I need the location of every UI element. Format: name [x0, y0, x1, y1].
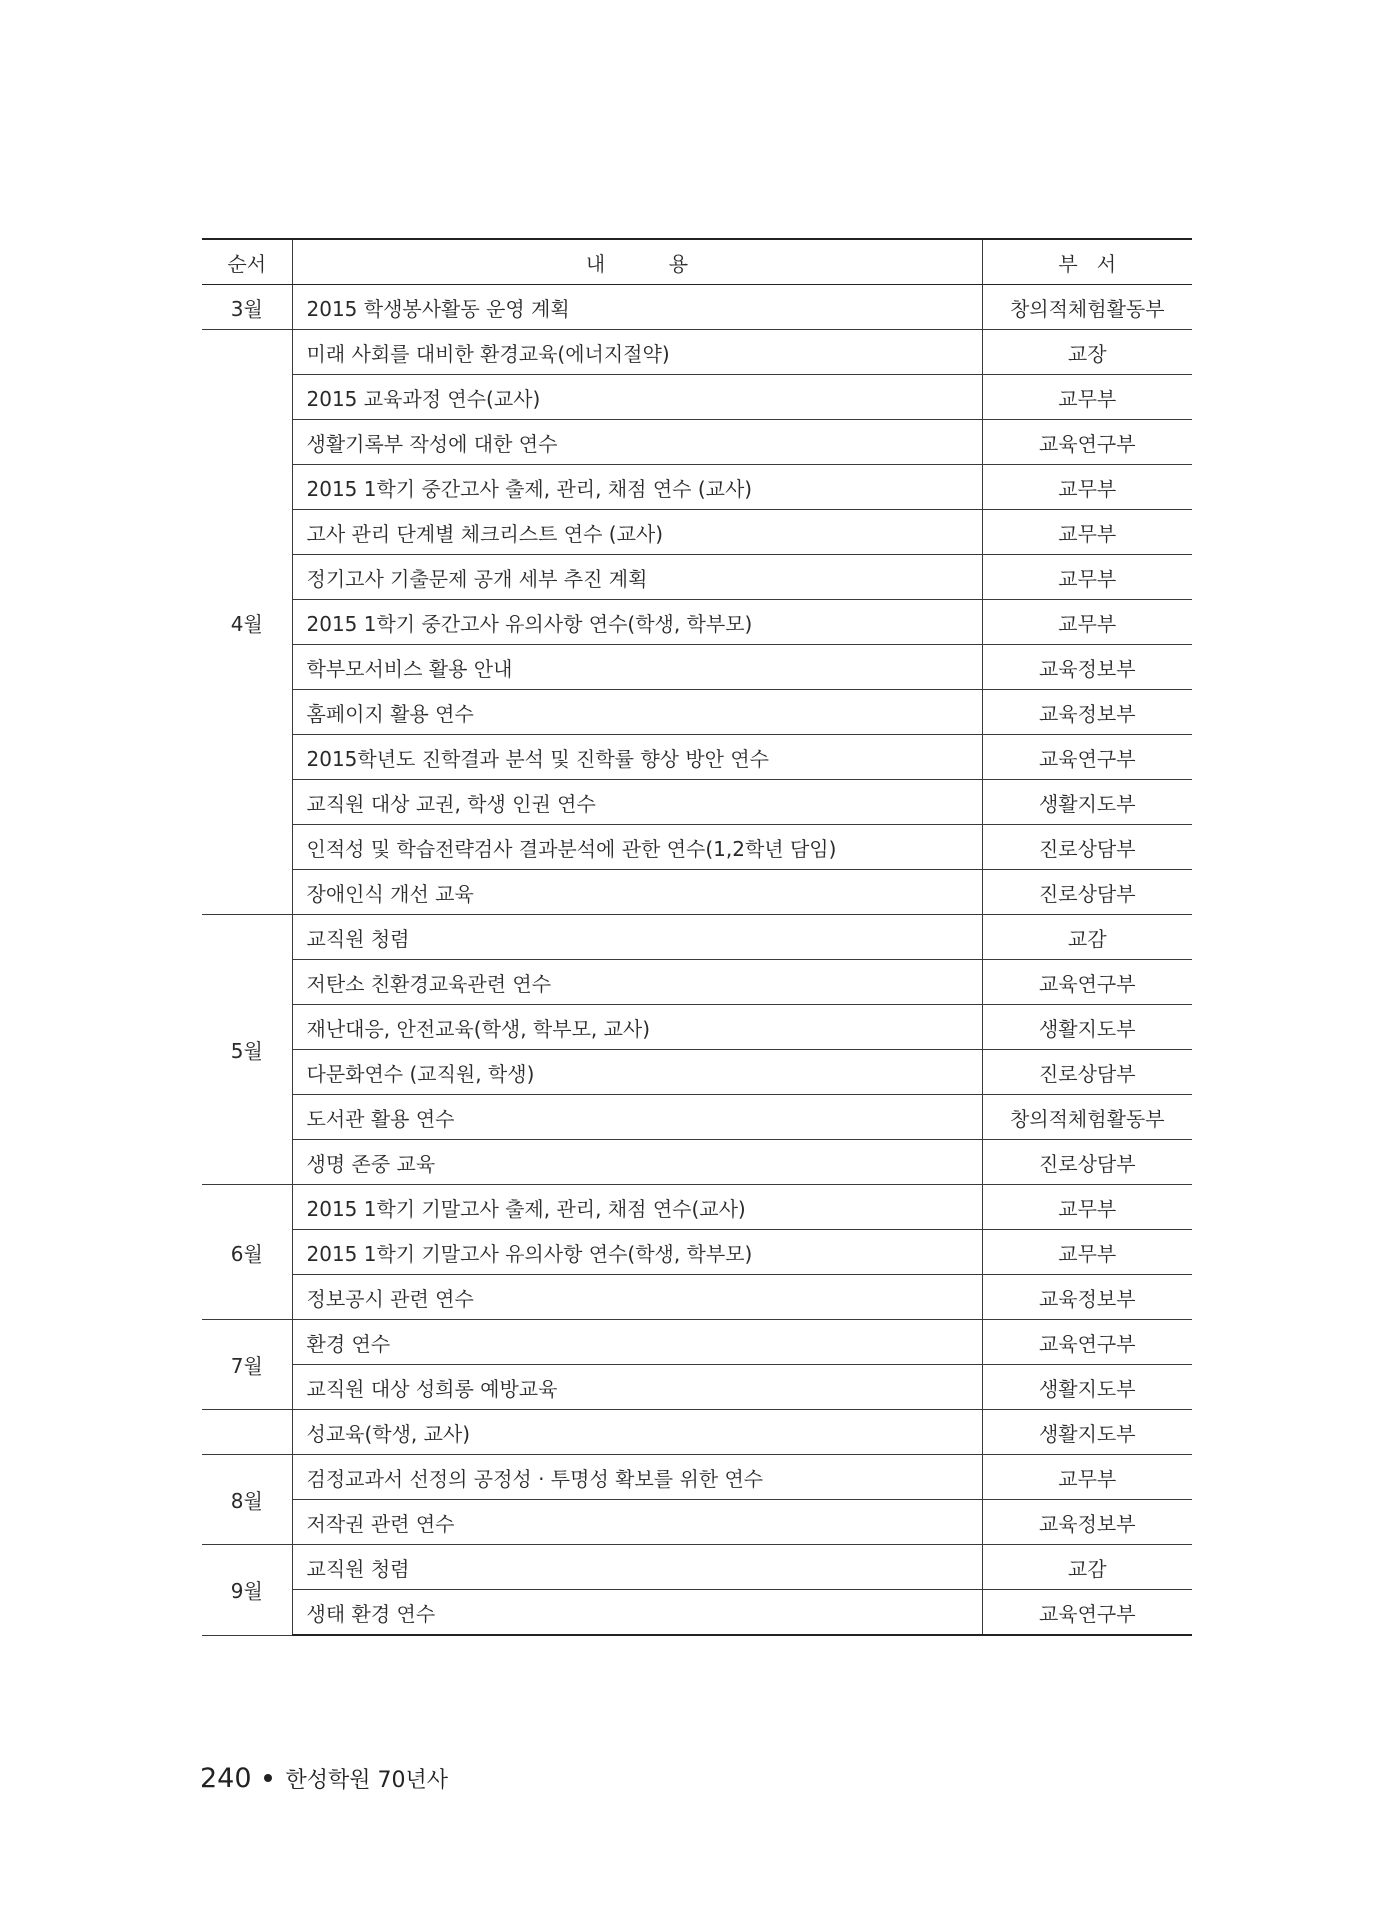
month-cell: 3월	[202, 285, 292, 330]
table-row	[202, 1365, 1192, 1410]
department-cell: 교육연구부	[982, 960, 1192, 1005]
table-row	[202, 645, 1192, 690]
department-cell: 교감	[982, 1545, 1192, 1590]
content-cell: 2015 1학기 중간고사 유의사항 연수(학생, 학부모)	[292, 600, 982, 645]
content-cell: 성교육(학생, 교사)	[292, 1410, 982, 1455]
department-cell: 교감	[982, 915, 1192, 960]
table-row	[202, 1275, 1192, 1320]
content-cell: 교직원 대상 교권, 학생 인권 연수	[292, 780, 982, 825]
department-cell: 진로상담부	[982, 825, 1192, 870]
table-row	[202, 1230, 1192, 1275]
department-cell: 생활지도부	[982, 1365, 1192, 1410]
content-cell: 정기고사 기출문제 공개 세부 추진 계획	[292, 555, 982, 600]
table-row	[202, 330, 1192, 375]
content-cell: 교직원 청렴	[292, 915, 982, 960]
table-row	[202, 1545, 1192, 1590]
bullet-dot-icon	[264, 1774, 272, 1782]
department-cell: 교육정보부	[982, 645, 1192, 690]
table-body	[202, 285, 1192, 1636]
department-cell: 교무부	[982, 510, 1192, 555]
month-cell: 4월	[202, 330, 292, 915]
table-row	[202, 1590, 1192, 1636]
table-row	[202, 825, 1192, 870]
content-cell: 학부모서비스 활용 안내	[292, 645, 982, 690]
page-footer	[200, 1763, 448, 1794]
table-row	[202, 870, 1192, 915]
department-cell: 교무부	[982, 600, 1192, 645]
header-department: 부 서	[982, 239, 1192, 285]
content-cell: 생명 존중 교육	[292, 1140, 982, 1185]
month-cell: 6월	[202, 1185, 292, 1320]
table-row	[202, 510, 1192, 555]
content-cell: 환경 연수	[292, 1320, 982, 1365]
content-cell: 생태 환경 연수	[292, 1590, 982, 1636]
department-cell: 교육연구부	[982, 420, 1192, 465]
table-row	[202, 1050, 1192, 1095]
department-cell: 창의적체험활동부	[982, 285, 1192, 330]
content-cell: 2015 학생봉사활동 운영 계획	[292, 285, 982, 330]
table-row	[202, 1455, 1192, 1500]
content-cell: 고사 관리 단계별 체크리스트 연수 (교사)	[292, 510, 982, 555]
schedule-table	[202, 238, 1192, 1636]
content-cell: 교직원 청렴	[292, 1545, 982, 1590]
department-cell: 생활지도부	[982, 780, 1192, 825]
department-cell: 생활지도부	[982, 1410, 1192, 1455]
content-cell: 2015 1학기 중간고사 출제, 관리, 채점 연수 (교사)	[292, 465, 982, 510]
table-row	[202, 600, 1192, 645]
department-cell: 진로상담부	[982, 1140, 1192, 1185]
department-cell: 교육연구부	[982, 1590, 1192, 1636]
department-cell: 창의적체험활동부	[982, 1095, 1192, 1140]
schedule-table-container	[202, 238, 1192, 1636]
table-row	[202, 1320, 1192, 1365]
content-cell: 저작권 관련 연수	[292, 1500, 982, 1545]
content-cell: 재난대응, 안전교육(학생, 학부모, 교사)	[292, 1005, 982, 1050]
content-cell: 도서관 활용 연수	[292, 1095, 982, 1140]
month-cell: 9월	[202, 1545, 292, 1636]
table-row	[202, 1005, 1192, 1050]
department-cell: 교무부	[982, 1455, 1192, 1500]
table-row	[202, 420, 1192, 465]
department-cell: 교육연구부	[982, 735, 1192, 780]
department-cell: 교무부	[982, 1185, 1192, 1230]
department-cell: 교무부	[982, 465, 1192, 510]
department-cell: 교육정보부	[982, 1500, 1192, 1545]
content-cell: 저탄소 친환경교육관련 연수	[292, 960, 982, 1005]
table-row	[202, 735, 1192, 780]
content-cell: 2015학년도 진학결과 분석 및 진학률 향상 방안 연수	[292, 735, 982, 780]
table-row	[202, 1185, 1192, 1230]
table-row	[202, 465, 1192, 510]
department-cell: 생활지도부	[982, 1005, 1192, 1050]
content-cell: 검정교과서 선정의 공정성 · 투명성 확보를 위한 연수	[292, 1455, 982, 1500]
content-cell: 미래 사회를 대비한 환경교육(에너지절약)	[292, 330, 982, 375]
content-cell: 생활기록부 작성에 대한 연수	[292, 420, 982, 465]
month-cell: 8월	[202, 1455, 292, 1545]
department-cell: 교육정보부	[982, 1275, 1192, 1320]
content-cell: 홈페이지 활용 연수	[292, 690, 982, 735]
page-number: 240	[200, 1763, 252, 1794]
department-cell: 진로상담부	[982, 1050, 1192, 1095]
department-cell: 교육연구부	[982, 1320, 1192, 1365]
department-cell: 진로상담부	[982, 870, 1192, 915]
month-cell	[202, 1410, 292, 1455]
department-cell: 교장	[982, 330, 1192, 375]
header-order: 순서	[202, 239, 292, 285]
table-row	[202, 285, 1192, 330]
content-cell: 2015 1학기 기말고사 유의사항 연수(학생, 학부모)	[292, 1230, 982, 1275]
book-title: 한성학원 70년사	[285, 1768, 449, 1793]
table-row	[202, 555, 1192, 600]
table-row	[202, 915, 1192, 960]
department-cell: 교무부	[982, 1230, 1192, 1275]
content-cell: 교직원 대상 성희롱 예방교육	[292, 1365, 982, 1410]
table-row	[202, 1410, 1192, 1455]
month-cell: 7월	[202, 1320, 292, 1410]
table-row	[202, 1500, 1192, 1545]
department-cell: 교무부	[982, 555, 1192, 600]
content-cell: 다문화연수 (교직원, 학생)	[292, 1050, 982, 1095]
content-cell: 인적성 및 학습전략검사 결과분석에 관한 연수(1,2학년 담임)	[292, 825, 982, 870]
department-cell: 교무부	[982, 375, 1192, 420]
table-header-row	[202, 239, 1192, 285]
content-cell: 장애인식 개선 교육	[292, 870, 982, 915]
content-cell: 2015 교육과정 연수(교사)	[292, 375, 982, 420]
content-cell: 정보공시 관련 연수	[292, 1275, 982, 1320]
header-content: 내 용	[292, 239, 982, 285]
table-row	[202, 1095, 1192, 1140]
table-row	[202, 690, 1192, 735]
department-cell: 교육정보부	[982, 690, 1192, 735]
table-row	[202, 375, 1192, 420]
table-row	[202, 1140, 1192, 1185]
month-cell: 5월	[202, 915, 292, 1185]
table-row	[202, 780, 1192, 825]
content-cell: 2015 1학기 기말고사 출제, 관리, 채점 연수(교사)	[292, 1185, 982, 1230]
table-row	[202, 960, 1192, 1005]
